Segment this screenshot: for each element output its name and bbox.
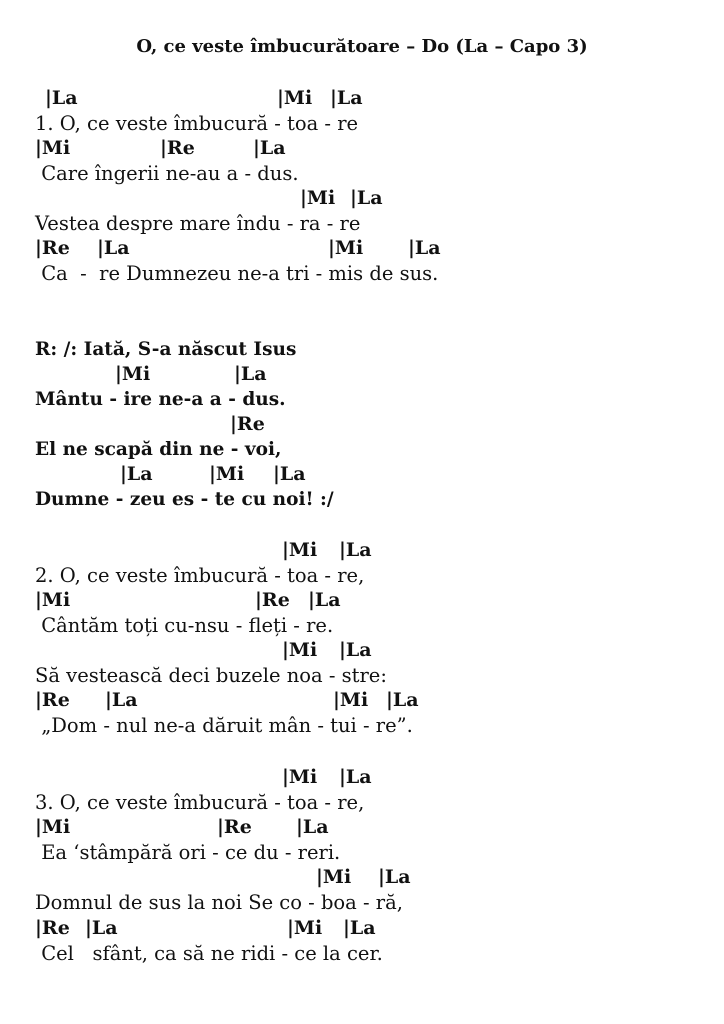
- refrain-line: Mântu - ire ne-a a - dus.: [35, 389, 286, 410]
- chord: |La: [85, 917, 118, 939]
- song-title: O, ce veste îmbucurătoare – Do (La – Capo 3): [136, 36, 588, 57]
- lyric-line: 1. O, ce veste îmbucură - toa - re: [35, 112, 359, 135]
- chord: |Mi: [316, 866, 352, 888]
- lyric-line: 3. O, ce veste îmbucură - toa - re,: [35, 791, 365, 814]
- chord-line: [0, 462, 724, 487]
- chord: |La: [339, 639, 372, 661]
- chord: |La: [378, 866, 411, 888]
- chord: |La: [234, 363, 267, 385]
- chord: |Re: [35, 689, 70, 711]
- chord: |Mi: [282, 766, 318, 788]
- chord: |Mi: [328, 237, 364, 259]
- chord: |La: [308, 589, 341, 611]
- chord-line: [0, 136, 724, 161]
- chord: |La: [273, 463, 306, 485]
- chord: |La: [339, 766, 372, 788]
- lyric-line: Care îngerii ne-au a - dus.: [35, 162, 299, 185]
- lyric-line: Să vestească deci buzele noa - stre:: [35, 664, 387, 687]
- chord: |La: [253, 137, 286, 159]
- chord: |La: [330, 87, 363, 109]
- chord-line: [0, 638, 724, 663]
- chord: |La: [386, 689, 419, 711]
- lyric-line: Cel sfânt, ca să ne ridi - ce la cer.: [35, 942, 383, 965]
- lyric-line: Vestea despre mare îndu - ra - re: [35, 212, 361, 235]
- chord: |Re: [217, 816, 252, 838]
- chord: |La: [45, 87, 78, 109]
- chord: |Mi: [282, 539, 318, 561]
- lyric-line: Ca - re Dumnezeu ne-a tri - mis de sus.: [35, 262, 439, 285]
- chord: |Re: [35, 237, 70, 259]
- chord: |Mi: [115, 363, 151, 385]
- chord: |La: [97, 237, 130, 259]
- chord: |Mi: [300, 187, 336, 209]
- chord: |La: [350, 187, 383, 209]
- chord-line: [0, 916, 724, 941]
- chord-line: [0, 765, 724, 790]
- chord: |La: [296, 816, 329, 838]
- chord: |La: [105, 689, 138, 711]
- chord: |Mi: [287, 917, 323, 939]
- chord: |Re: [160, 137, 195, 159]
- refrain-line: R: /: Iată, S-a născut Isus: [35, 339, 297, 360]
- chord-line: [0, 588, 724, 613]
- lyric-line: Cântăm toți cu-nsu - fleți - re.: [35, 614, 334, 637]
- chord: |Mi: [35, 816, 71, 838]
- lyric-line: 2. O, ce veste îmbucură - toa - re,: [35, 564, 365, 587]
- chord-line: [0, 186, 724, 211]
- chord-line: [0, 362, 724, 387]
- chord-line: [0, 688, 724, 713]
- chord: |Mi: [282, 639, 318, 661]
- chord: |La: [120, 463, 153, 485]
- chord: |Mi: [277, 87, 313, 109]
- chord: |La: [339, 539, 372, 561]
- chord-line: [0, 538, 724, 563]
- lyric-line: Domnul de sus la noi Se co - boa - ră,: [35, 891, 403, 914]
- lyric-line: „Dom - nul ne-a dăruit mân - tui - re”.: [35, 714, 413, 737]
- chord-line: [0, 815, 724, 840]
- chord: |Mi: [209, 463, 245, 485]
- chord: |Re: [255, 589, 290, 611]
- chord: |Re: [35, 917, 70, 939]
- chord: |La: [408, 237, 441, 259]
- chord-line: [0, 86, 724, 111]
- chord: |Mi: [35, 589, 71, 611]
- chord-line: [0, 865, 724, 890]
- chord: |La: [343, 917, 376, 939]
- chord-line: [0, 412, 724, 437]
- chord: |Mi: [333, 689, 369, 711]
- refrain-line: El ne scapă din ne - voi,: [35, 439, 282, 460]
- refrain-line: Dumne - zeu es - te cu noi! :/: [35, 489, 334, 510]
- chord-line: [0, 236, 724, 261]
- chord: |Mi: [35, 137, 71, 159]
- lyric-line: Ea ‘stâmpără ori - ce du - reri.: [35, 841, 341, 864]
- chord: |Re: [230, 413, 265, 435]
